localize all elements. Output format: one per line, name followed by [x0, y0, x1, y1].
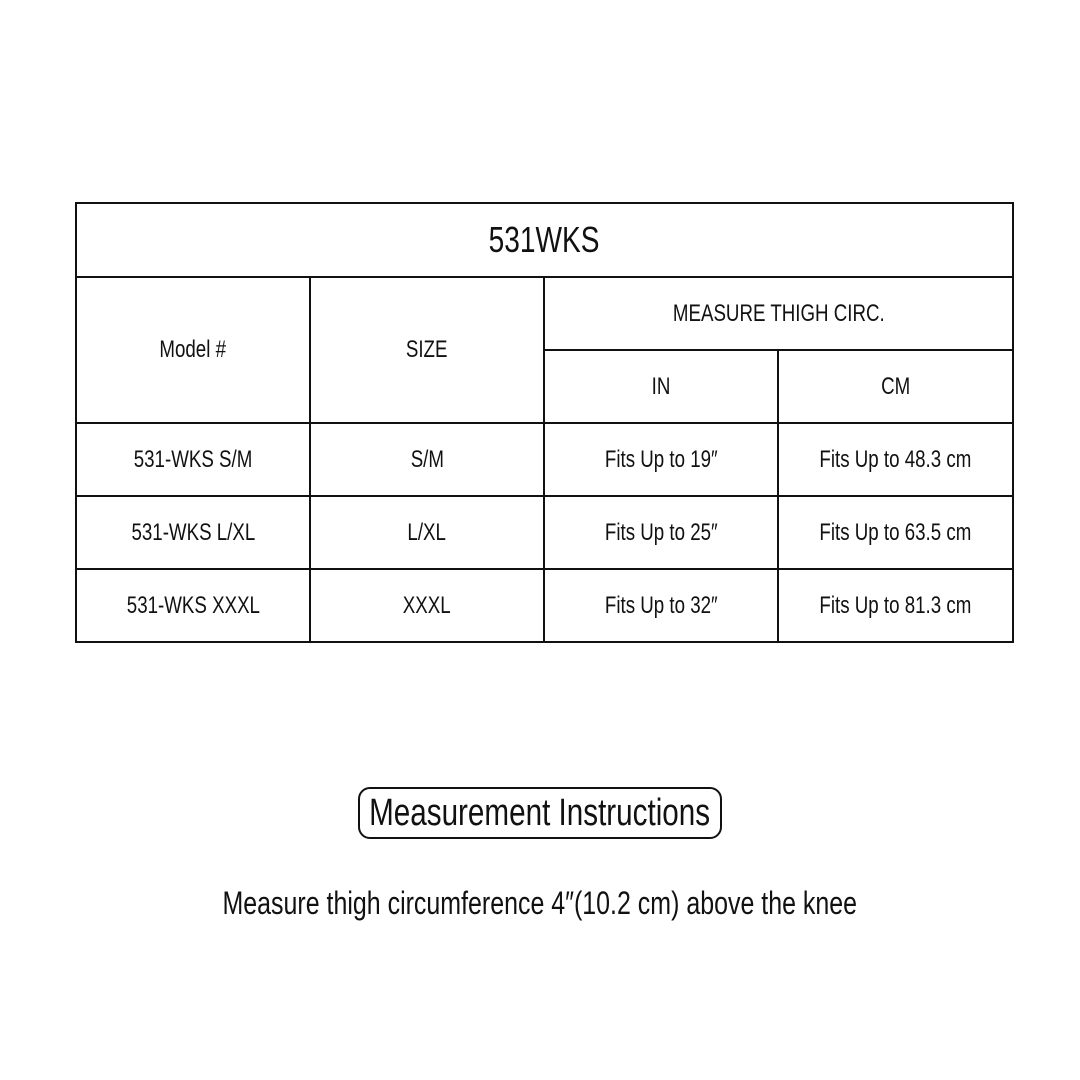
table-title: 531WKS [489, 219, 600, 260]
header-size-cell [310, 277, 544, 423]
cm-value: Fits Up to 63.5 cm [819, 518, 972, 546]
cm-cell [778, 496, 1013, 569]
header-in-cell [544, 350, 778, 423]
size-value: S/M [410, 445, 444, 473]
model-cell [76, 496, 310, 569]
instructions-text: Measure thigh circumference 4″(10.2 cm) above the knee [222, 884, 858, 921]
table-title-cell [76, 203, 1013, 277]
in-value: Fits Up to 25″ [604, 518, 718, 546]
table-row [76, 423, 1013, 496]
size-value: XXXL [403, 591, 451, 619]
in-value: Fits Up to 19″ [604, 445, 718, 473]
table-row [76, 496, 1013, 569]
in-cell [544, 496, 778, 569]
size-value: L/XL [407, 518, 447, 546]
header-model-cell [76, 277, 310, 423]
model-value: 531-WKS XXXL [126, 591, 260, 619]
in-value: Fits Up to 32″ [604, 591, 718, 619]
size-cell [310, 496, 544, 569]
model-cell [76, 569, 310, 642]
cm-cell [778, 569, 1013, 642]
instructions-heading: Measurement Instructions [369, 791, 711, 834]
in-cell [544, 569, 778, 642]
table-row [76, 569, 1013, 642]
size-cell [310, 423, 544, 496]
cm-cell [778, 423, 1013, 496]
header-measure: MEASURE THIGH CIRC. [672, 299, 885, 327]
cm-value: Fits Up to 81.3 cm [819, 591, 972, 619]
instructions-text-row [0, 880, 1080, 926]
model-value: 531-WKS S/M [133, 445, 253, 473]
cm-value: Fits Up to 48.3 cm [819, 445, 972, 473]
header-cm: CM [880, 372, 911, 400]
size-chart-table [75, 202, 1014, 643]
in-cell [544, 423, 778, 496]
header-model: Model # [159, 336, 227, 363]
header-measure-cell [544, 277, 1013, 350]
size-cell [310, 569, 544, 642]
header-cm-cell [778, 350, 1013, 423]
model-cell [76, 423, 310, 496]
header-in: IN [651, 372, 671, 400]
model-value: 531-WKS L/XL [131, 518, 255, 546]
instructions-heading-box [358, 787, 722, 839]
header-size: SIZE [406, 336, 448, 363]
